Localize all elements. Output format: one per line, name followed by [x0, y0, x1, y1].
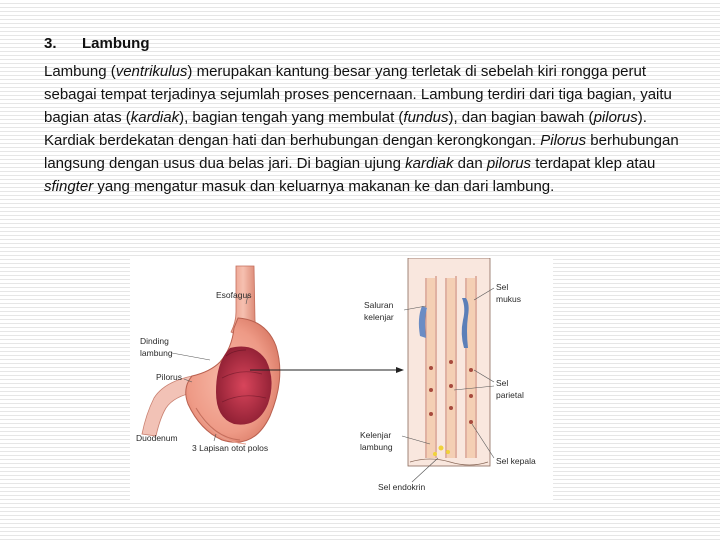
- label-sel-kepala: Sel kepala: [496, 456, 536, 466]
- label-sel-mukus-2: mukus: [496, 294, 522, 304]
- text-run: Lambung (: [44, 63, 116, 80]
- italic-term: kardiak: [130, 109, 180, 126]
- section-title: Lambung: [82, 35, 150, 52]
- label-duodenum: Duodenum: [136, 433, 178, 443]
- text-run: dan: [453, 155, 487, 172]
- label-kelenjar-2: lambung: [360, 442, 393, 452]
- text-run: ) merupakan kantung besar yang terletak di sebelah kiri rongga perut sebagai tempat terjadinya sejumlah proses pencernaan. Lambung terdiri dari tiga bagian, yaitu bagian atas (: [44, 63, 672, 126]
- label-pilorus: Pilorus: [156, 372, 182, 382]
- label-sel-mukus-1: Sel: [496, 282, 509, 292]
- italic-term: pilorus: [593, 109, 638, 126]
- text-run: berhubungan langsung dengan usus dua belas jari. Di bagian ujung: [44, 132, 679, 172]
- stomach-diagram: [130, 258, 553, 500]
- section-heading: [44, 34, 684, 54]
- label-sel-parietal-1: Sel: [496, 378, 509, 388]
- italic-term: fundus: [403, 109, 449, 126]
- text-run: ), dan bagian bawah (: [448, 109, 594, 126]
- label-sel-parietal-2: parietal: [496, 390, 524, 400]
- text-run: ). Kardiak berdekatan dengan hati dan berhubungan dengan kerongkongan.: [44, 109, 647, 149]
- italic-term: sfingter: [44, 178, 94, 195]
- section-number: 3.: [44, 35, 57, 52]
- label-dinding-1: Dinding: [140, 336, 169, 346]
- label-saluran-2: kelenjar: [364, 312, 394, 322]
- text-run: terdapat klep atau: [531, 155, 656, 172]
- italic-term: Pilorus: [540, 132, 587, 149]
- label-dinding-2: lambung: [140, 348, 173, 358]
- italic-term: kardiak: [405, 155, 454, 172]
- text-run: ), bagian tengah yang membulat (: [179, 109, 404, 126]
- label-lapisan: 3 Lapisan otot polos: [192, 443, 269, 453]
- body-paragraph: [44, 60, 684, 198]
- text-run: yang mengatur masuk dan keluarnya makanan ke dan dari lambung.: [93, 178, 555, 195]
- label-saluran-1: Saluran: [364, 300, 394, 310]
- label-esofagus: Esofagus: [216, 290, 252, 300]
- italic-term: ventrikulus: [115, 63, 188, 80]
- label-kelenjar-1: Kelenjar: [360, 430, 392, 440]
- italic-term: pilorus: [486, 155, 532, 172]
- label-sel-endokrin: Sel endokrin: [378, 482, 426, 492]
